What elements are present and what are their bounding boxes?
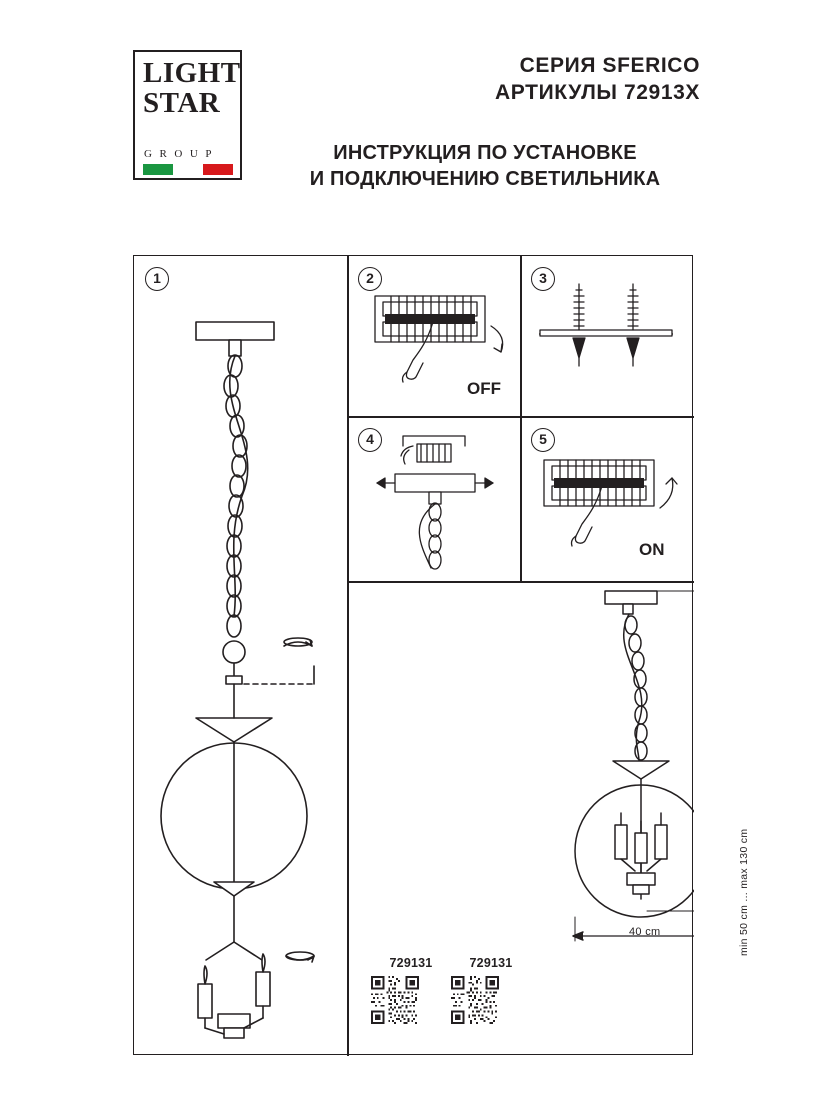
step-number-1: 1 <box>145 267 169 291</box>
step-number-5: 5 <box>531 428 555 452</box>
product-code-2: 729131 <box>469 956 513 970</box>
qr-code-icon <box>371 976 419 1024</box>
logo-line-2: STAR <box>143 87 221 119</box>
product-qr-2 <box>451 956 531 1024</box>
step-number-4: 4 <box>358 428 382 452</box>
step-5-illustration <box>520 416 693 581</box>
diagram-frame <box>133 255 750 1055</box>
product-code-1: 729131 <box>389 956 433 970</box>
step-3-illustration <box>520 256 693 416</box>
step-1-illustration <box>134 256 347 1056</box>
logo-wordmark <box>135 58 240 118</box>
document-header <box>0 0 826 215</box>
step-2-illustration <box>347 256 520 416</box>
step-number-3: 3 <box>531 267 555 291</box>
step-5-label: ON <box>639 540 665 559</box>
qr-code-icon <box>451 976 499 1024</box>
width-dimension-label: 40 cm <box>629 926 661 938</box>
height-dimension-label: min 50 cm ... max 130 cm <box>738 828 750 956</box>
step-number-2: 2 <box>358 267 382 291</box>
instruction-line-1: ИНСТРУКЦИЯ ПО УСТАНОВКЕ <box>333 142 637 164</box>
step-4-illustration <box>347 416 520 581</box>
series-label: СЕРИЯ SFERICO <box>519 54 700 77</box>
brand-logo <box>133 50 242 180</box>
instruction-title <box>270 140 700 192</box>
article-label: АРТИКУЛЫ 72913X <box>495 81 700 104</box>
logo-group-text: G R O U P <box>144 148 214 160</box>
italian-flag-icon <box>143 164 233 175</box>
step-2-label: OFF <box>467 379 501 398</box>
title-block <box>270 52 700 106</box>
instruction-line-2: И ПОДКЛЮЧЕНИЮ СВЕТИЛЬНИКА <box>309 168 661 190</box>
product-qr-1 <box>371 956 451 1024</box>
logo-line-1: LIGHT <box>143 57 241 89</box>
